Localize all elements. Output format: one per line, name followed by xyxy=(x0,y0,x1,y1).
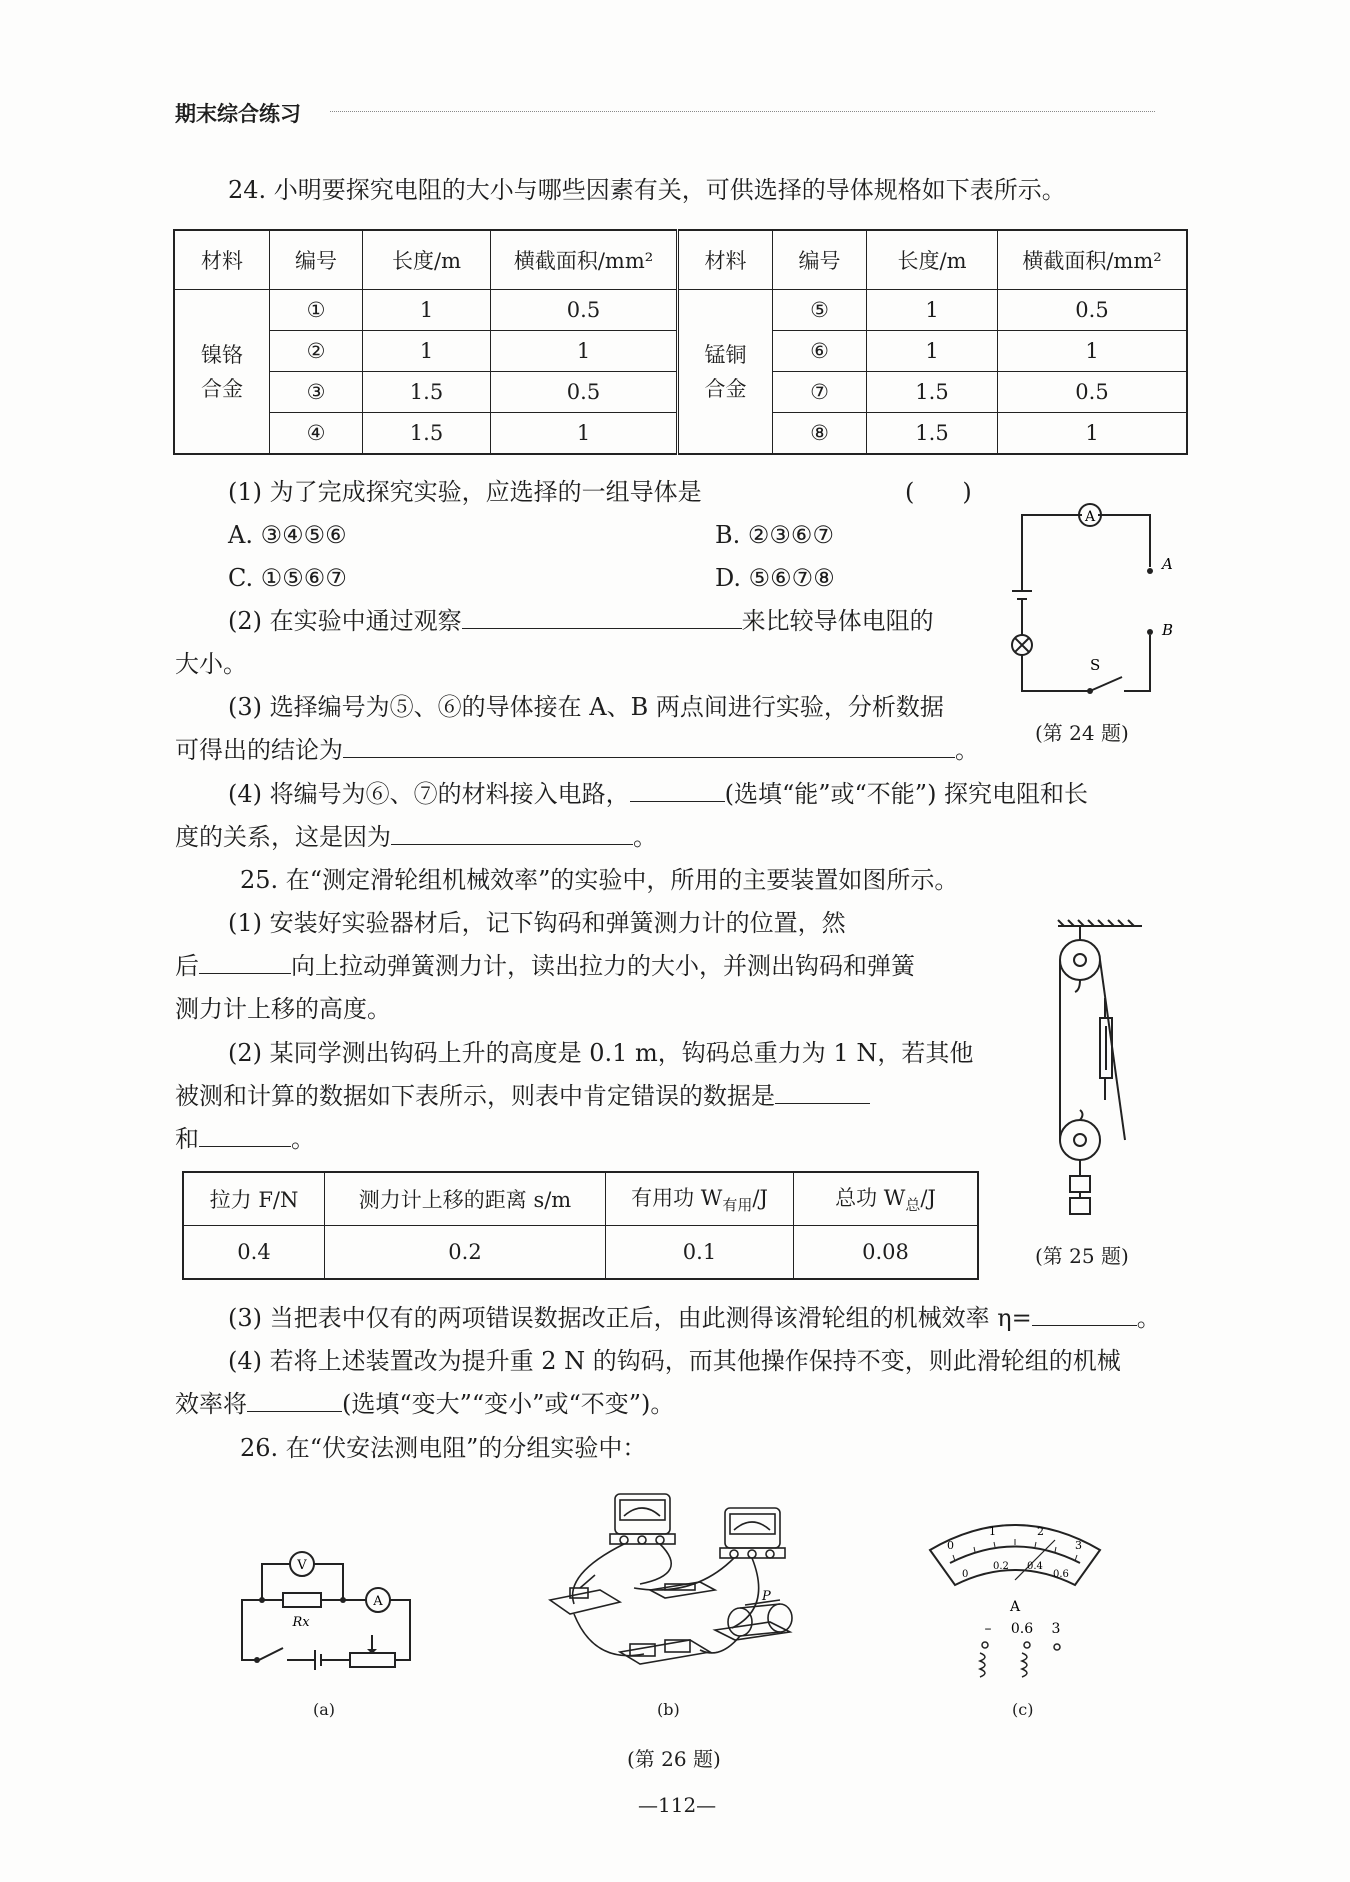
q26-ammeter-dial xyxy=(925,1505,1105,1685)
scale-label: 1 xyxy=(989,1525,996,1538)
table-cell: ④ xyxy=(270,413,363,455)
table-row xyxy=(183,1226,978,1280)
answer-blank[interactable] xyxy=(247,1389,342,1412)
option-b: B. ②③⑥⑦ xyxy=(715,521,834,549)
q24-part2 xyxy=(228,603,934,639)
table-cell: 1 xyxy=(491,413,678,455)
page-number: —112— xyxy=(638,1793,717,1817)
table-cell: 1.5 xyxy=(867,372,998,413)
table-header-row xyxy=(183,1172,978,1226)
q24-part4-cont xyxy=(175,819,657,855)
scale-label: 0.6 xyxy=(1053,1569,1069,1580)
q25-stem: 25. 在“测定滑轮组机械效率”的实验中，所用的主要装置如图所示。 xyxy=(240,866,959,894)
text: (3) 当把表中仅有的两项错误数据改正后，由此测得该滑轮组的机械效率 η= xyxy=(228,1304,1032,1332)
table-cell: ③ xyxy=(270,372,363,413)
col-header: 拉力 F/N xyxy=(183,1172,325,1226)
label-a: (a) xyxy=(313,1700,336,1719)
ammeter-label: A xyxy=(373,1594,383,1609)
text: 。 xyxy=(633,823,657,851)
material-cell: 镍铬合金 xyxy=(174,290,270,455)
q25-part2-cont2 xyxy=(175,1121,315,1157)
subscript: 有用 xyxy=(722,1196,753,1215)
q25-part3 xyxy=(228,1300,1161,1336)
scale-label: 0.2 xyxy=(993,1561,1009,1572)
table-cell: ⑥ xyxy=(773,331,867,372)
table-cell: 1 xyxy=(998,413,1188,455)
switch-label: S xyxy=(1090,656,1101,674)
table-cell: 0.08 xyxy=(794,1226,979,1280)
slider-label: P xyxy=(762,1589,771,1604)
table-cell: 1.5 xyxy=(363,413,491,455)
option-a: A. ③④⑤⑥ xyxy=(228,521,347,549)
q25-pulley-diagram xyxy=(1050,918,1150,1236)
q24-circuit-diagram xyxy=(1010,495,1185,705)
table-cell: 0.1 xyxy=(606,1226,794,1280)
option-c: C. ①⑤⑥⑦ xyxy=(228,564,347,592)
table-row xyxy=(174,290,1187,331)
table-header-row xyxy=(174,230,1187,290)
q26-apparatus-illustration xyxy=(540,1490,830,1675)
table-cell: 1.5 xyxy=(867,413,998,455)
col-header: 编号 xyxy=(773,230,867,290)
terminal-label: – xyxy=(984,1621,992,1637)
col-header: 横截面积/mm² xyxy=(998,230,1188,290)
table-cell: 1 xyxy=(363,331,491,372)
text: /J xyxy=(920,1186,936,1211)
table-cell: 0.4 xyxy=(183,1226,325,1280)
answer-blank[interactable] xyxy=(1032,1303,1137,1326)
answer-blank[interactable] xyxy=(199,951,291,974)
q24-conductor-table xyxy=(173,229,1188,455)
label-b: (b) xyxy=(657,1700,680,1719)
text: 后 xyxy=(175,952,199,980)
terminal-label: 0.6 xyxy=(1010,1621,1034,1637)
answer-blank[interactable] xyxy=(199,1124,291,1147)
table-cell: 0.2 xyxy=(325,1226,606,1280)
col-header: 材料 xyxy=(174,230,270,290)
q25-part4: (4) 若将上述装置改为提升重 2 N 的钩码，而其他操作保持不变，则此滑轮组的机械 xyxy=(228,1347,1121,1375)
text: (4) 将编号为⑥、⑦的材料接入电路， xyxy=(228,780,630,808)
q24-part4 xyxy=(228,776,1088,812)
col-header: 横截面积/mm² xyxy=(491,230,678,290)
table-cell: 0.5 xyxy=(491,290,678,331)
table-cell: ① xyxy=(270,290,363,331)
text: 和 xyxy=(175,1125,199,1153)
table-cell: 1 xyxy=(491,331,678,372)
terminal-label: 3 xyxy=(1051,1621,1061,1637)
q26-circuit-schematic xyxy=(235,1550,420,1680)
answer-blank[interactable] xyxy=(343,735,955,758)
scale-label: 2 xyxy=(1037,1525,1044,1538)
text: 。 xyxy=(291,1125,315,1153)
table-cell: 1 xyxy=(998,331,1188,372)
text: 度的关系，这是因为 xyxy=(175,823,391,851)
answer-blank[interactable] xyxy=(775,1081,870,1104)
option-d: D. ⑤⑥⑦⑧ xyxy=(715,564,835,592)
answer-blank[interactable] xyxy=(630,779,725,802)
q25-part2: (2) 某同学测出钩码上升的高度是 0.1 m，钩码总重力为 1 N，若其他 xyxy=(228,1039,974,1067)
header-dotted-rule xyxy=(330,111,1155,112)
subscript: 总 xyxy=(905,1196,921,1215)
q25-part1-cont xyxy=(175,948,915,984)
table-cell: 1 xyxy=(363,290,491,331)
scale-label: 0 xyxy=(962,1569,969,1580)
q26-stem: 26. 在“伏安法测电阻”的分组实验中： xyxy=(240,1434,647,1462)
text: 向上拉动弹簧测力计，读出拉力的大小，并测出钩码和弹簧 xyxy=(291,952,915,980)
scale-label: 3 xyxy=(1075,1539,1082,1552)
q24-part3: (3) 选择编号为⑤、⑥的导体接在 A、B 两点间进行实验，分析数据 xyxy=(228,693,944,721)
point-b-label: B xyxy=(1162,621,1174,639)
table-cell: ⑦ xyxy=(773,372,867,413)
table-cell: 1 xyxy=(867,290,998,331)
q25-part1-cont2: 测力计上移的高度。 xyxy=(175,995,391,1023)
q26-figure-caption: (第 26 题) xyxy=(627,1747,721,1771)
q25-part2-cont xyxy=(175,1078,870,1114)
col-header: 长度/m xyxy=(363,230,491,290)
table-cell: 1 xyxy=(867,331,998,372)
section-header: 期末综合练习 xyxy=(175,102,301,126)
text: 来比较导体电阻的 xyxy=(741,607,934,635)
table-cell: ⑤ xyxy=(773,290,867,331)
answer-blank[interactable] xyxy=(391,822,633,845)
q24-part3-cont xyxy=(175,732,979,768)
scale-label: 0.4 xyxy=(1027,1561,1043,1572)
q24-part1: (1) 为了完成探究实验，应选择的一组导体是 xyxy=(228,478,702,506)
answer-bracket: ( ) xyxy=(905,478,972,506)
text: 。 xyxy=(1136,1304,1161,1332)
text: 总功 W xyxy=(835,1186,906,1211)
col-header: 长度/m xyxy=(867,230,998,290)
table-cell: 1.5 xyxy=(363,372,491,413)
text: 。 xyxy=(955,736,979,764)
text: 效率将 xyxy=(175,1390,247,1418)
table-cell: ② xyxy=(270,331,363,372)
q25-figure-caption: (第 25 题) xyxy=(1035,1244,1129,1268)
q25-part1: (1) 安装好实验器材后，记下钩码和弹簧测力计的位置，然 xyxy=(228,909,846,937)
q24-stem: 24. 小明要探究电阻的大小与哪些因素有关，可供选择的导体规格如下表所示。 xyxy=(228,176,1066,204)
q25-data-table xyxy=(182,1171,979,1280)
table-cell: 0.5 xyxy=(998,372,1188,413)
resistor-label: Rx xyxy=(292,1615,310,1630)
text: 有用功 W xyxy=(631,1186,723,1211)
q24-figure-caption: (第 24 题) xyxy=(1035,721,1129,745)
col-header xyxy=(794,1172,979,1226)
unit-label: A xyxy=(1009,1599,1021,1615)
col-header: 编号 xyxy=(270,230,363,290)
col-header: 测力计上移的距离 s/m xyxy=(325,1172,606,1226)
text: 可得出的结论为 xyxy=(175,736,343,764)
voltmeter-label: V xyxy=(297,1558,307,1573)
col-header xyxy=(606,1172,794,1226)
table-cell: 0.5 xyxy=(998,290,1188,331)
text: (2) 在实验中通过观察 xyxy=(228,607,462,635)
table-cell: 0.5 xyxy=(491,372,678,413)
table-cell: ⑧ xyxy=(773,413,867,455)
text: (选填“能”或“不能”) 探究电阻和长 xyxy=(724,780,1089,808)
material-cell: 锰铜合金 xyxy=(678,290,773,455)
scale-label: 0 xyxy=(947,1539,954,1552)
q25-part4-cont xyxy=(175,1386,674,1422)
label-c: (c) xyxy=(1012,1700,1034,1719)
text: (选填“变大”“变小”或“不变”)。 xyxy=(342,1390,675,1418)
answer-blank[interactable] xyxy=(462,606,742,629)
text: /J xyxy=(752,1186,768,1211)
ammeter-label: A xyxy=(1084,509,1096,525)
point-a-label: A xyxy=(1162,555,1173,573)
col-header: 材料 xyxy=(678,230,773,290)
text: 被测和计算的数据如下表所示，则表中肯定错误的数据是 xyxy=(175,1082,775,1110)
q24-part2-cont: 大小。 xyxy=(175,650,247,678)
